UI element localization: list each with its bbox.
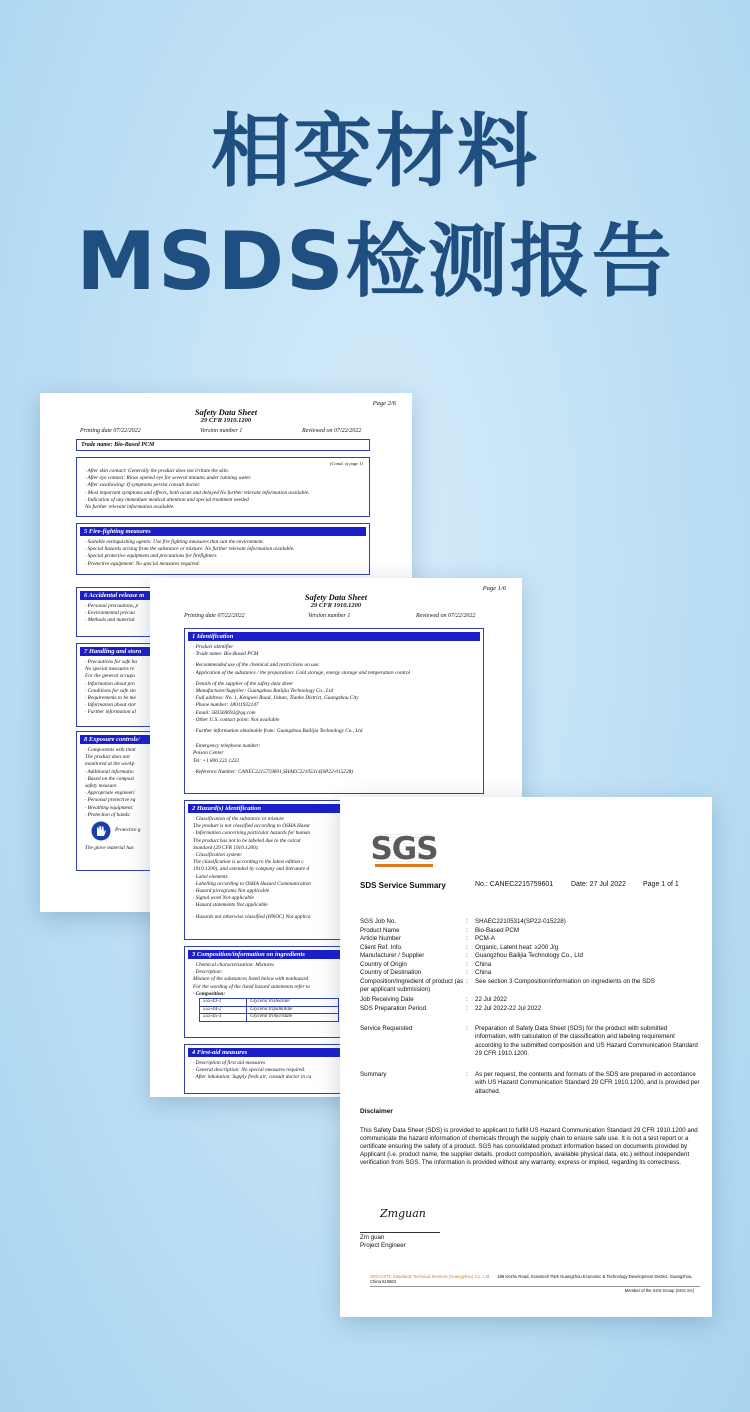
kv-key: SGS Job No. — [360, 918, 397, 925]
sds-title: Safety Data Sheet — [304, 592, 368, 602]
line: · Protective equipment: No special measures required. — [85, 560, 200, 567]
cas-cell: 555-43-1 — [200, 999, 247, 1007]
page-number: Page 2/6 — [372, 400, 396, 407]
member-note: Member of the SGS Group (SGS SA) — [624, 1288, 694, 1293]
kv-key: Client Ref. Info. — [360, 943, 403, 951]
line: · Components with limit — [85, 747, 136, 753]
line: 1910.1200), and extended by company and literature d — [193, 866, 310, 873]
signer-title: Project Engineer — [360, 1242, 406, 1250]
kv-key: Product Name — [360, 926, 400, 934]
signature: Zmguan — [380, 1207, 426, 1220]
section-4-cont — [76, 457, 370, 517]
disclaimer-text: This Safety Data Sheet (SDS) is provided to applicant to fulfill US Hazard Communication Standard 29 CFR 1910.1200 and communicate the hazard information of chemicals through the supply chain to ensure safe use. It is not a test report or a certificate ensuring the safety of a product. SGS has consolidated product information based on documents provided by Applicant (i.e. product name, the supplier details, product composition, available physical data, etc.) without independent verification from SGS. The information is provided without any warranty, express or implied, regarding its correctness. — [360, 1127, 698, 1167]
line: · Indication of any immediate medical attention and special treatment needed — [85, 496, 249, 503]
section-1 — [184, 628, 484, 794]
sds-subtitle: 29 CFR 1910.1200 — [200, 417, 252, 424]
line: · Application of the substance / the preparation: Cold storage, energy storage and temperature control — [193, 669, 411, 676]
line: · Information concerning particular hazards for human — [193, 830, 311, 837]
line: For the general occupa — [85, 673, 135, 680]
line: Standard (29 CFR 1910.1200). — [193, 844, 259, 851]
kv-value: Preparation of Safety Data Sheet (SDS) for the product with submitted information, with calculation of the classification and labeling requirement according to the submitted composition and US Hazard Communication Standard 29 CFR 1910.1200. — [475, 1025, 698, 1058]
line: · Product identifier — [193, 644, 234, 650]
line: · Recommended use of the chemical and restrictions on use: — [193, 662, 320, 669]
line: · Hazard pictograms Not applicable — [193, 888, 270, 895]
line: · Appropriate engineeri — [85, 790, 135, 797]
line: Poison Center — [193, 750, 224, 757]
kv-key: Summary — [360, 1071, 387, 1078]
line: · Information about stor — [85, 702, 136, 709]
line: · Email: 583569692@qq.com — [193, 709, 256, 716]
line: · Phone number: 18011932147 — [193, 702, 259, 709]
section-heading: 2 Hazard(s) identification — [188, 804, 480, 813]
kv-value: China — [475, 960, 492, 968]
line: No special measures re — [85, 666, 135, 673]
line: The classification is according to the latest edition c — [193, 859, 304, 866]
line: · Breathing equipment: — [85, 804, 134, 811]
line: · Emergency telephone number: — [193, 743, 261, 750]
page-number: Page 1/6 — [482, 585, 506, 592]
kv-key: Job Receiving Date — [360, 996, 414, 1003]
line: · Hazard statements Not applicable — [193, 902, 268, 909]
kv-value: Organic, Latent heat: ≥200 J/g — [475, 943, 559, 951]
report-page: Page 1 of 1 — [643, 881, 679, 888]
line: safety measure. — [85, 783, 118, 790]
sgs-logo: SGS — [370, 830, 438, 867]
kv-key: SDS Preparation Period — [360, 1004, 427, 1012]
line: · Hazards not otherwise classified (HNOC) Not applica — [193, 913, 311, 920]
line: · Suitable extinguishing agents: Use fire fighting measures that suit the environment. — [85, 539, 265, 545]
line: For the wording of the listed hazard statements refer to — [193, 983, 310, 990]
contd-note: (Contd. of page 1) — [330, 461, 363, 466]
line: · Special protective equipment and precautions for firefighters — [85, 553, 217, 560]
composition-label: · Composition: — [193, 990, 226, 997]
kv-value: 22 Jul 2022 — [475, 996, 507, 1003]
line: The product does not — [85, 754, 130, 761]
headline-line-1: 相变材料 — [211, 105, 539, 198]
kv-value: China — [475, 969, 492, 976]
line: · Further information al — [85, 709, 136, 716]
kv-key: Composition/Ingredient of product (as per applicant submission) — [360, 977, 464, 993]
line: · Further information obtainable from: Guangzhou Bailijia Technology Co., Ltd — [193, 728, 363, 735]
kv-value: As per request, the contents and formats of the SDS are prepared in accordance with US Hazard Communication Standard 29 CFR 1910.1200, and is provided per attached. — [475, 1071, 700, 1095]
signer-block — [360, 1234, 406, 1251]
line: The product has not to be labeled due to the calcul — [193, 837, 301, 844]
line: · Other U.S. contact point: Not available — [193, 716, 280, 723]
reviewed-date: Reviewed on 07/22/2022 — [416, 613, 476, 619]
line: Mixture of the substances listed below with nonhazard — [193, 976, 309, 983]
printing-date: Printing date 07/22/2022 — [184, 613, 245, 619]
signature-line — [360, 1232, 440, 1233]
kv-key: Article Number — [360, 935, 401, 942]
line: The product is not classified according to OSHA Hazar — [193, 823, 311, 830]
cas-cell: 555-44-2 — [200, 1006, 247, 1014]
reviewed-date: Reviewed on 07/22/2022 — [302, 428, 362, 434]
substance-cell: Glycerol trimyristate — [247, 1014, 339, 1022]
line: · Reference Number: CANEC2215759601,SHAEC22105314(SP22-015228) — [193, 768, 354, 775]
kv-key: Country of Origin — [360, 960, 407, 968]
kv-value: 22 Jul 2022-22 Jul 2022 — [475, 1004, 542, 1012]
trade-name: Trade name: Bio-Based PCM — [76, 439, 370, 451]
report-date: Date: 27 Jul 2022 — [571, 881, 626, 888]
line: Tel: +1 800 222 1222 — [193, 757, 240, 764]
line: · Special hazards arising from the substance or mixture: No further relevant information available. — [85, 546, 295, 553]
line: No further relevant information available. — [85, 504, 175, 511]
line: · Full address: No. 1, Kengwei Road, Jishan, Tianhe District, Guangzhou City — [193, 695, 359, 702]
line: · Most important symptoms and effects, both acute and delayed No further relevant information available. — [85, 489, 310, 496]
cas-cell: 555-45-3 — [200, 1014, 247, 1022]
sds-subtitle: 29 CFR 1910.1200 — [310, 602, 362, 609]
line: · Details of the supplier of the safety data sheet — [193, 680, 293, 687]
section-heading: 4 First-aid measures — [188, 1048, 480, 1057]
kv-value: SHAEC22105314(SP22-015228) — [475, 918, 566, 925]
line: · Personal precautions, p — [85, 603, 139, 609]
substance-cell: Glycerol tristearate — [247, 999, 339, 1007]
sds-title: Safety Data Sheet — [194, 407, 258, 417]
version-number: Version number 1 — [200, 428, 243, 434]
kv-value: PCM-A — [475, 935, 495, 942]
line: · Environmental precau — [85, 610, 135, 617]
substance-cell: Glycerol tripalmitate — [247, 1006, 339, 1014]
line: · After inhalation: Supply fresh air; consult doctor in ca — [193, 1074, 312, 1081]
line: · Precautions for safe ha — [85, 659, 138, 665]
line: · After eye contact: Rinse opened eye for several minutes under running water. — [85, 475, 252, 482]
protective-gloves-label: Protective g — [115, 827, 141, 834]
line: · After skin contact: Generally the product does not irritate the skin. — [85, 468, 230, 474]
line: · Conditions for safe sto — [85, 687, 136, 694]
kv-value: Guangzhou Bailijia Technology Co., Ltd — [475, 952, 583, 959]
gloves-pictogram-icon — [91, 821, 111, 841]
kv-value: See section 3 Composition/information on ingredients on the SDS — [475, 977, 655, 985]
disclaimer-title: Disclaimer — [360, 1108, 393, 1115]
section-5 — [76, 523, 370, 575]
printing-date: Printing date 07/22/2022 — [80, 428, 141, 434]
line: · Classification system: — [193, 852, 243, 859]
line: · After swallowing: If symptoms persist consult doctor. — [85, 482, 201, 489]
line: · Labelling according to OSHA Hazard Communication — [193, 880, 311, 887]
table-row — [200, 1006, 339, 1014]
section-heading: 5 Fire-fighting measures — [80, 527, 366, 536]
line: monitored at the workp — [85, 761, 135, 768]
section-heading: 1 Identification — [188, 632, 480, 641]
line: · Chemical characterization: Mixtures — [193, 962, 275, 968]
composition-table — [199, 998, 339, 1022]
line: · Additional informatio — [85, 768, 134, 775]
line: · Classification of the substance or mixture — [193, 816, 284, 822]
line: The glove material has — [85, 845, 134, 852]
line: · Information about pro — [85, 680, 135, 687]
line: · Protection of hands: — [85, 811, 131, 818]
summary-title: SDS Service Summary — [360, 881, 446, 890]
line: · Label elements — [193, 873, 228, 880]
kv-value: Bio-Based PCM — [475, 926, 520, 934]
table-row — [200, 999, 339, 1007]
line: · Trade name: Bio-Based PCM — [193, 651, 259, 658]
footer-address: 198 Kezhu Road, Scientech Park Guangzhou Economic & Technology Development District, Guangzhou, China 510663 — [370, 1274, 693, 1284]
line: · General description: No special measures required. — [193, 1067, 306, 1074]
section-heading: 6 Accidental release m — [80, 591, 366, 600]
line: · Methods and material — [85, 617, 135, 624]
footer — [370, 1274, 700, 1287]
table-row — [200, 1014, 339, 1022]
headline-line-2: MSDS检测报告 — [76, 215, 674, 308]
section-heading: 8 Exposure controls/ — [80, 735, 366, 744]
line: · Signal word Not applicable — [193, 895, 254, 902]
line: · Based on the composi — [85, 775, 134, 782]
line: · Description: — [193, 969, 223, 976]
kv-key: Manufacturer / Supplier — [360, 952, 425, 959]
line: · Manufacturer/Supplier: Guangzhou Bailijia Technology Co., Ltd — [193, 688, 334, 695]
line: · Personal protective eq — [85, 797, 136, 804]
footer-company: SGS-CSTC Standards Technical Services (Guangzhou) Co., Ltd. — [370, 1274, 491, 1279]
line: · Description of first aid measures — [193, 1060, 266, 1066]
version-number: Version number 1 — [308, 613, 351, 619]
kv-key: Service Requested — [360, 1025, 413, 1032]
line: · Requirements to be me — [85, 695, 136, 702]
signer-name: Zm guan — [360, 1234, 385, 1241]
report-number: No.: CANEC2215759601 — [475, 881, 554, 888]
section-heading: 7 Handling and stora — [80, 647, 366, 656]
sgs-service-summary: SGS SDS Service Summary No.: CANEC2215759601 Date: 27 Jul 2022 Page 1 of 1 SGS Job No. : SHAEC22105314(SP22-015228) Product Name : Bio-Based PCM Article Number : PCM-A Client Ref. Info. : Organic, Latent heat: ≥200 J/g Manufacturer / Supplier : Guangzhou Bailijia Technology Co., Ltd Country of Origin : China Country of Destination : China Composition/Ingredient of product (as per applicant submission) : See section 3 Composition/information on ingredients on the SDS Job Receiving Date : 22 Jul 2022 SDS Preparation Period : 22 Jul 2022-22 Jul 2022 Service Requested : Preparation of Safety Data Sheet (SDS) for the product with submitted information, with calculation of the classification and labeling requirement according to the submitted composition and US Hazard Communication Standard 29 CFR 1910.1200. Summary : As per request, the contents and formats of the SDS are prepared in accordance with US Hazard Communication Standard 29 CFR 1910.1200, and is provided per attached. Disclaimer This Safety Data Sheet (SDS) is provided to applicant to fulfill US Hazard Communication Standard 29 CFR 1910.1200 and communicate the hazard information of chemicals through the supply chain to ensure safe use. It is not a test report or a certificate ensuring the safety of a product. SGS has consolidated product information based on documents provided by Applicant (i.e. product name, the supplier details, product composition, available physical data, etc.) without independent verification from SGS. The information is provided without any warranty, express or implied, regarding its correctness. Zmguan Zm guan Project Engineer SGS-CSTC Standards Technical Services (Guangzhou) Co., Ltd. 198 Kezhu Road, Scientech Park Guangzhou Economic & Technology Development District, Guangzhou, China 510663 Member of the SGS Group (SGS SA) — [340, 797, 712, 1317]
kv-key: Country of Destination — [360, 969, 422, 976]
section-heading: 3 Composition/information on ingredients — [188, 950, 480, 959]
